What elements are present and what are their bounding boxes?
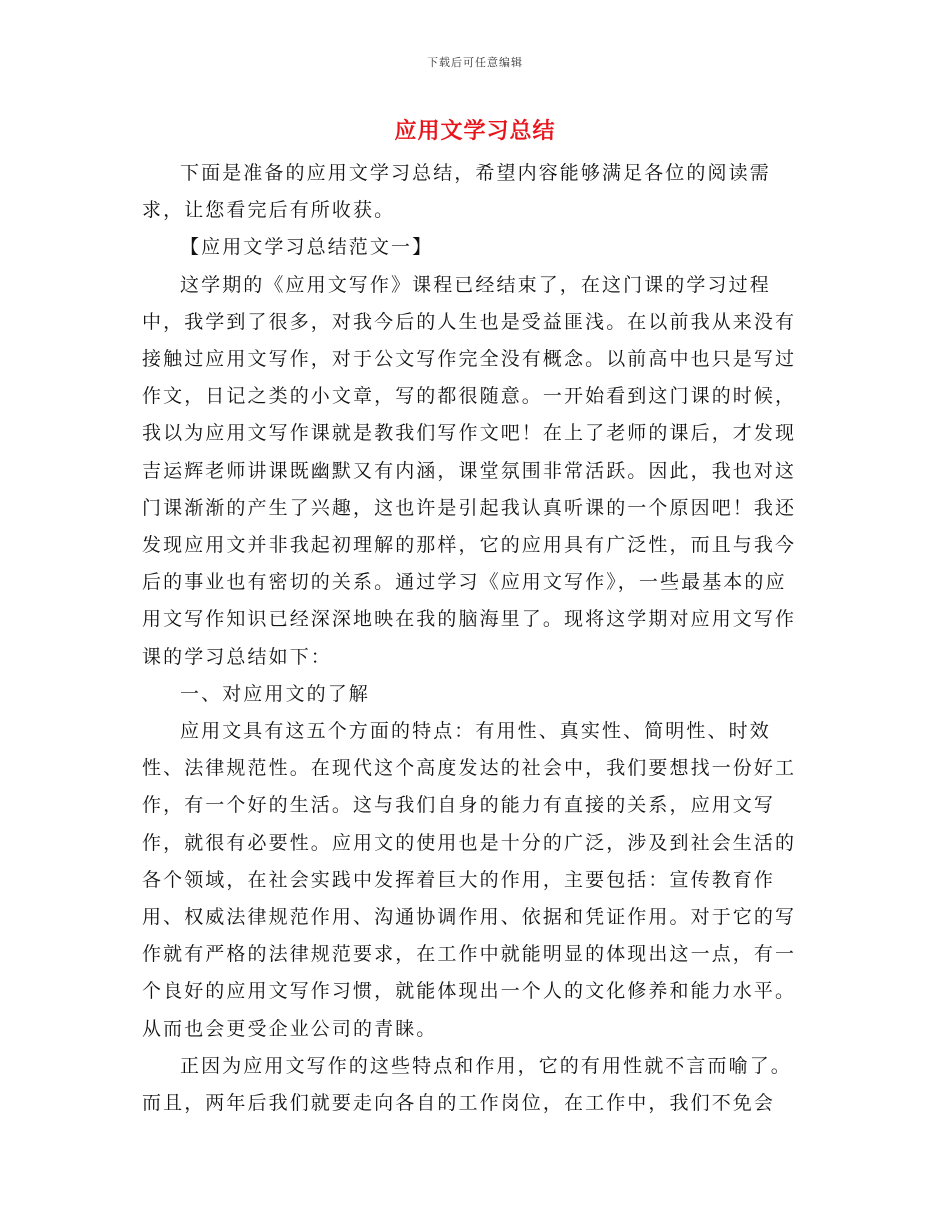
page-header-note: 下载后可任意编辑	[427, 56, 523, 69]
body-paragraph: 这学期的《应用文写作》课程已经结束了，在这门课的学习过程中，我学到了很多，对我今后的人生也是受益匪浅。在以前我从来没有接触过应用文写作，对于公文写作完全没有概念。以前高中也只是写过作文，日记之类的小文章，写的都很随意。一开始看到这门课的时候，我以为应用文写作课就是教我们写作文吧！在上了老师的课后，才发现吉运辉老师讲课既幽默又有内涵，课堂氛围非常活跃。因此，我也对这门课渐渐的产生了兴趣，这也许是引起我认真听课的一个原因吧！我还发现应用文并非我起初理解的那样，它的应用具有广泛性，而且与我今后的事业也有密切的关系。通过学习《应用文写作》，一些最基本的应用文写作知识已经深深地映在我的脑海里了。现将这学期对应用文写作课的学习总结如下：	[142, 273, 797, 668]
document-title: 应用文学习总结	[394, 119, 556, 144]
sample-heading: 【应用文学习总结范文一】	[180, 236, 434, 259]
body-paragraph: 应用文具有这五个方面的特点：有用性、真实性、简明性、时效性、法律规范性。在现代这个高度发达的社会中，我们要想找一份好工作，有一个好的生活。这与我们自身的能力有直接的关系，应用文写作，就很有必要性。应用文的使用也是十分的广泛，涉及到社会生活的各个领域，在社会实践中发挥着巨大的作用，主要包括：宣传教育作用、权威法律规范作用、沟通协调作用、依据和凭证作用。对于它的写作就有严格的法律规范要求，在工作中就能明显的体现出这一点，有一个良好的应用文写作习惯，就能体现出一个人的文化修养和能力水平。从而也会更受企业公司的青睐。	[142, 720, 797, 1040]
document-body	[142, 155, 802, 1122]
body-paragraph: 正因为应用文写作的这些特点和作用，它的有用性就不言而喻了。而且，两年后我们就要走向各自的工作岗位，在工作中，我们不免会	[142, 1054, 792, 1115]
section-heading: 一、对应用文的了解	[180, 682, 370, 705]
intro-paragraph: 下面是准备的应用文学习总结，希望内容能够满足各位的阅读需求，让您看完后有所收获。	[142, 162, 771, 222]
